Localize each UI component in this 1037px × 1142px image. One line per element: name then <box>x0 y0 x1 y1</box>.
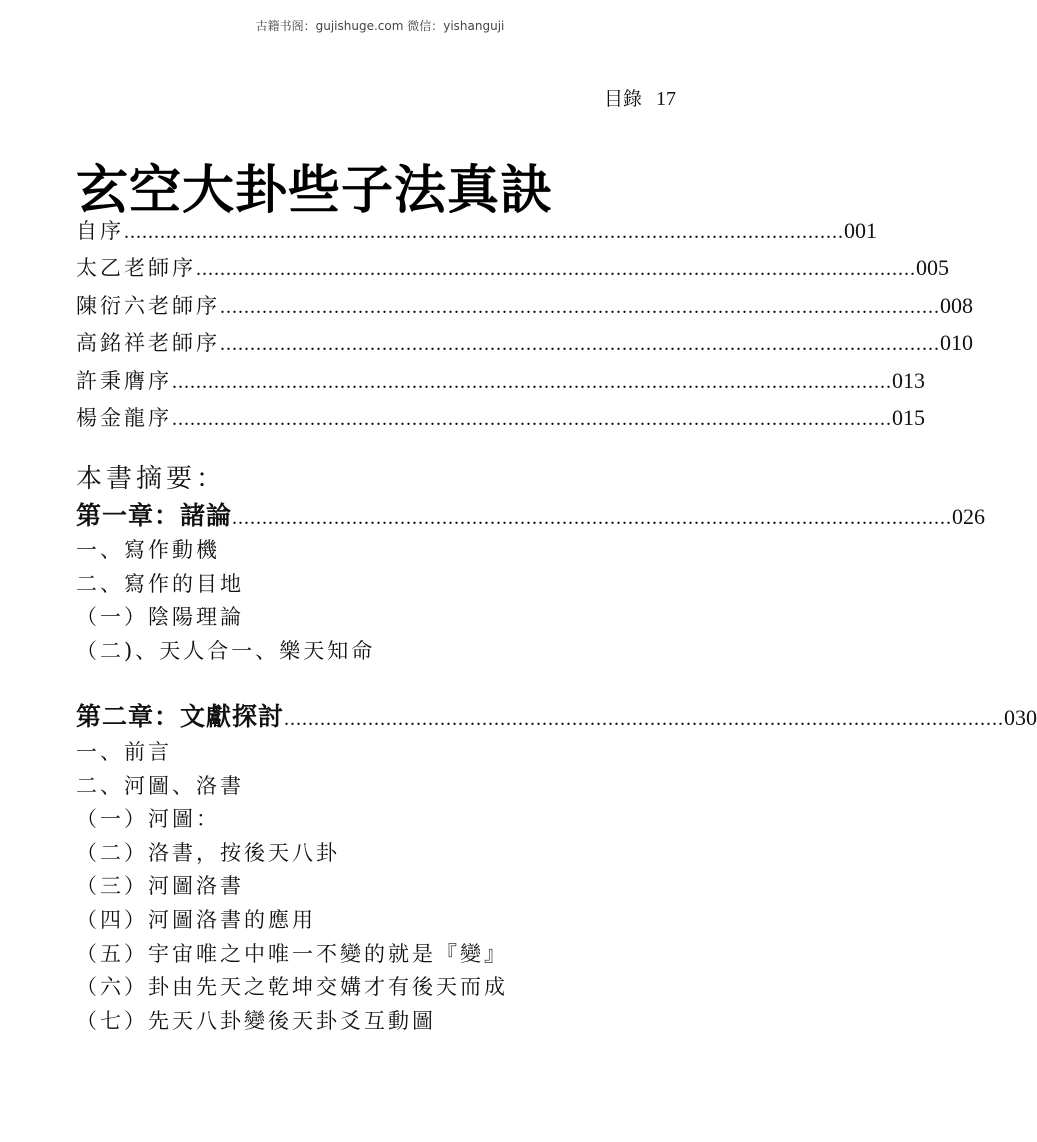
toc-entry-page: 015 <box>892 405 925 431</box>
toc-subitem[interactable]: （五）宇宙唯之中唯一不變的就是『變』 <box>76 941 508 966</box>
leader-dots: ........................................................................................................................ <box>220 333 940 356</box>
toc-entry-page: 010 <box>940 330 973 356</box>
toc-entry[interactable] <box>76 288 973 325</box>
toc-entry-label: 楊金龍序 <box>76 406 172 431</box>
chapter-2-items <box>76 736 696 1038</box>
toc-subitem[interactable]: 二、河圖、洛書 <box>76 773 244 798</box>
chapter-1-page: 026 <box>952 504 986 529</box>
toc-subitem[interactable]: （二）洛書，按後天八卦 <box>76 840 340 865</box>
toc-entry-label: 自序 <box>76 219 124 243</box>
toc-entry[interactable] <box>76 325 973 362</box>
chapter-2-page: 030 <box>1004 705 1037 730</box>
toc-entry[interactable] <box>76 400 925 437</box>
running-header <box>604 84 676 111</box>
leader-dots: ........................................................................................................................ <box>124 221 844 243</box>
toc-entry-label: 陳衍六老師序 <box>76 293 220 318</box>
leader-dots: ........................................................................................................................ <box>172 370 892 393</box>
leader-dots: ........................................................................................................................ <box>284 708 1005 730</box>
chapter-2-heading <box>76 699 1037 737</box>
toc-subitem[interactable]: （一）陰陽理論 <box>76 605 244 630</box>
toc-entry-page: 001 <box>844 218 877 243</box>
toc-entry[interactable] <box>76 699 1037 737</box>
page-number: 17 <box>656 88 676 110</box>
leader-dots: ........................................................................................................................ <box>220 295 940 318</box>
toc-entry[interactable] <box>76 213 877 250</box>
chapter-1-label: 第一章：諸論 <box>76 501 233 530</box>
leader-dots: ........................................................................................................................ <box>196 258 916 281</box>
toc-entry-page: 005 <box>916 255 949 281</box>
leader-dots: ........................................................................................................................ <box>232 507 953 529</box>
toc-entry-label: 高銘祥老師序 <box>76 331 220 356</box>
chapter-2-label: 第二章：文獻探討 <box>76 702 285 731</box>
header-section: 目錄 <box>603 88 642 110</box>
toc-subitem[interactable]: 一、寫作動機 <box>76 538 220 562</box>
toc-entry-label: 許秉膺序 <box>76 368 172 393</box>
toc-subitem[interactable]: 一、前言 <box>76 740 172 764</box>
chapter-1-items <box>76 534 696 668</box>
preface-list <box>76 213 973 437</box>
summary-heading: 本書摘要： <box>76 464 227 494</box>
toc-subitem[interactable]: （六）卦由先天之乾坤交媾才有後天而成 <box>76 975 508 1000</box>
toc-entry[interactable] <box>76 250 949 287</box>
toc-subitem[interactable]: （一）河圖： <box>76 807 220 832</box>
toc-entry[interactable] <box>76 363 925 400</box>
toc-subitem[interactable]: 二、寫作的目地 <box>76 571 244 596</box>
toc-entry[interactable] <box>76 498 986 536</box>
toc-entry-page: 013 <box>892 367 925 393</box>
toc-subitem[interactable]: （三）河圖洛書 <box>76 874 244 899</box>
toc-subitem[interactable]: （四）河圖洛書的應用 <box>76 907 316 932</box>
toc-subitem[interactable]: （七）先天八卦變後天卦爻互動圖 <box>76 1008 436 1033</box>
leader-dots: ........................................................................................................................ <box>172 408 892 431</box>
toc-entry-page: 008 <box>940 292 973 318</box>
toc-entry-label: 太乙老師序 <box>76 256 196 281</box>
book-title: 玄空大卦些子法真訣 <box>76 161 554 221</box>
watermark-text: 古籍书阁：gujishuge.com 微信：yishanguji <box>255 19 505 33</box>
chapter-1-heading <box>76 498 986 536</box>
toc-subitem[interactable]: （二)、天人合一、樂天知命 <box>76 638 376 663</box>
